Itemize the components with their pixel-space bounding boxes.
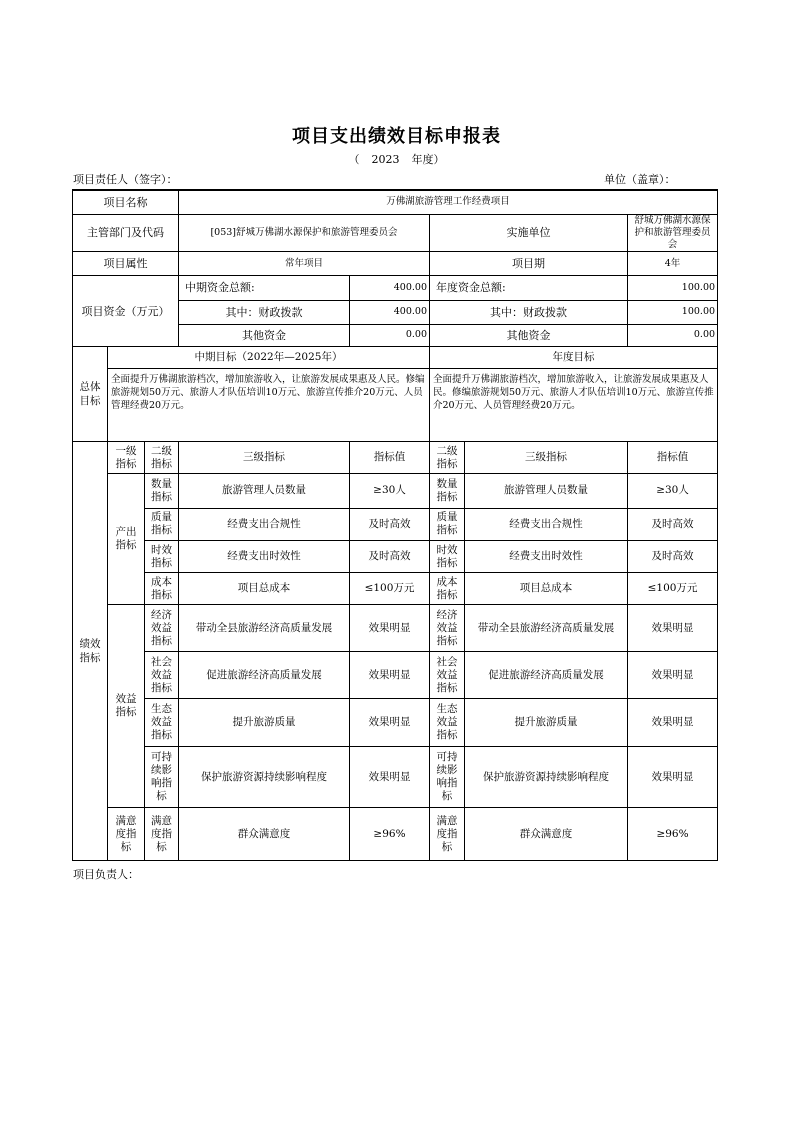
value-cell: 效果明显 (350, 651, 430, 698)
year-value: 2023 (371, 153, 400, 166)
goals-header-row (73, 347, 718, 369)
value-cell: 及时高效 (350, 508, 430, 540)
value-cell: ≥30人 (350, 474, 430, 508)
mid-total-label: 中期资金总额: (179, 276, 350, 300)
impl-unit-label: 实施单位 (430, 214, 628, 251)
value-cell-year: ≤100万元 (628, 573, 718, 605)
project-name-row (73, 190, 718, 214)
table-row (73, 808, 718, 861)
level3-cell: 促进旅游经济高质量发展 (179, 651, 350, 698)
level3-cell: 旅游管理人员数量 (179, 474, 350, 508)
value-cell-year: 效果明显 (628, 699, 718, 746)
value-cell: 效果明显 (350, 699, 430, 746)
year-fiscal-label: 其中：财政拨款 (430, 300, 628, 324)
level2-cell: 时效指标 (145, 540, 179, 572)
mid-other-value: 0.00 (350, 324, 430, 346)
level3-cell: 项目总成本 (179, 573, 350, 605)
year-goal-header: 年度目标 (430, 347, 718, 369)
header-level3-year: 三级指标 (465, 441, 628, 473)
level2-cell-year: 社会效益指标 (430, 651, 465, 698)
table-row (73, 699, 718, 746)
level2-cell-year: 满意度指标 (430, 808, 465, 861)
mid-other-label: 其他资金 (179, 324, 350, 346)
table-row (73, 474, 718, 508)
benefit-indicator-label: 效益指标 (108, 605, 145, 808)
value-cell: ≥96% (350, 808, 430, 861)
level3-cell-year: 带动全县旅游经济高质量发展 (465, 605, 628, 651)
responsible-person-label: 项目责任人（签字）： (73, 173, 178, 186)
year-goal-text: 全面提升万佛湖旅游档次，增加旅游收入，让旅游发展成果惠及人民。修编旅游规划50万元、旅游人才队伍培训10万元、旅游宣传推介20万元、人员管理经费20万元。 (430, 369, 718, 442)
level2-cell: 可持续影响指标 (145, 746, 179, 808)
attr-value: 常年项目 (179, 252, 430, 276)
output-indicator-label: 产出指标 (108, 474, 145, 605)
report-year (0, 151, 793, 167)
level2-cell-year: 生态效益指标 (430, 699, 465, 746)
level2-cell-year: 经济效益指标 (430, 605, 465, 651)
impl-unit-value: 舒城万佛湖水源保护和旅游管理委员会 (628, 214, 718, 251)
level3-cell-year: 促进旅游经济高质量发展 (465, 651, 628, 698)
overall-goal-label: 总体目标 (73, 347, 108, 442)
table-row (73, 540, 718, 572)
mid-fiscal-value: 400.00 (350, 300, 430, 324)
level3-cell: 经费支出合规性 (179, 508, 350, 540)
value-cell-year: 效果明显 (628, 651, 718, 698)
year-open: （ (348, 153, 360, 166)
table-row (73, 573, 718, 605)
performance-target-table (72, 189, 718, 861)
value-cell-year: 效果明显 (628, 746, 718, 808)
table-row (73, 746, 718, 808)
table-row (73, 508, 718, 540)
dept-label: 主管部门及代码 (73, 214, 179, 251)
level3-cell-year: 提升旅游质量 (465, 699, 628, 746)
level2-cell-year: 成本指标 (430, 573, 465, 605)
period-label: 项目期 (430, 252, 628, 276)
header-value-year: 指标值 (628, 441, 718, 473)
level2-cell: 生态效益指标 (145, 699, 179, 746)
level2-cell-year: 数量指标 (430, 474, 465, 508)
level2-cell: 社会效益指标 (145, 651, 179, 698)
level3-cell: 群众满意度 (179, 808, 350, 861)
page-title: 项目支出绩效目标申报表 (292, 126, 501, 147)
indicator-header-row (73, 441, 718, 473)
header-level2: 二级指标 (145, 441, 179, 473)
value-cell-year: 及时高效 (628, 508, 718, 540)
level2-cell: 成本指标 (145, 573, 179, 605)
level2-cell-year: 质量指标 (430, 508, 465, 540)
level2-cell-year: 时效指标 (430, 540, 465, 572)
level2-cell-year: 可持续影响指标 (430, 746, 465, 808)
level3-cell-year: 群众满意度 (465, 808, 628, 861)
level2-cell: 经济效益指标 (145, 605, 179, 651)
value-cell-year: 效果明显 (628, 605, 718, 651)
table-row (73, 651, 718, 698)
attr-label: 项目属性 (73, 252, 179, 276)
mid-goal-header: 中期目标（2022年—2025年） (108, 347, 430, 369)
year-other-value: 0.00 (628, 324, 718, 346)
year-fiscal-value: 100.00 (628, 300, 718, 324)
funds-label: 项目资金（万元） (73, 276, 179, 347)
year-total-value: 100.00 (628, 276, 718, 300)
value-cell: 效果明显 (350, 605, 430, 651)
project-name-value: 万佛湖旅游管理工作经费项目 (179, 190, 718, 214)
level3-cell: 带动全县旅游经济高质量发展 (179, 605, 350, 651)
goals-text-row (73, 369, 718, 442)
value-cell-year: ≥96% (628, 808, 718, 861)
dept-row (73, 214, 718, 251)
year-close: 年度） (411, 153, 445, 166)
header-value: 指标值 (350, 441, 430, 473)
level3-cell: 保护旅游资源持续影响程度 (179, 746, 350, 808)
mid-total-value: 400.00 (350, 276, 430, 300)
mid-fiscal-label: 其中：财政拨款 (179, 300, 350, 324)
value-cell-year: ≥30人 (628, 474, 718, 508)
level3-cell-year: 旅游管理人员数量 (465, 474, 628, 508)
mid-goal-text: 全面提升万佛湖旅游档次，增加旅游收入，让旅游发展成果惠及人民。修编旅游规划50万元、旅游人才队伍培训10万元、旅游宣传推介20万元、人员管理经费20万元。 (108, 369, 430, 442)
year-total-label: 年度资金总额: (430, 276, 628, 300)
level2-cell: 满意度指标 (145, 808, 179, 861)
project-name-label: 项目名称 (73, 190, 179, 214)
level3-cell: 提升旅游质量 (179, 699, 350, 746)
table-row (73, 605, 718, 651)
header-level3: 三级指标 (179, 441, 350, 473)
value-cell: 效果明显 (350, 746, 430, 808)
year-other-label: 其他资金 (430, 324, 628, 346)
value-cell-year: 及时高效 (628, 540, 718, 572)
header-level1: 一级指标 (108, 441, 145, 473)
funds-total-row (73, 276, 718, 300)
indicators-label: 绩效指标 (73, 441, 108, 860)
level2-cell: 质量指标 (145, 508, 179, 540)
level3-cell: 经费支出时效性 (179, 540, 350, 572)
level3-cell-year: 经费支出合规性 (465, 508, 628, 540)
level2-cell: 数量指标 (145, 474, 179, 508)
project-leader-label: 项目负责人： (73, 868, 139, 881)
unit-seal-label: 单位（盖章）： (604, 173, 676, 186)
header-level2-year: 二级指标 (430, 441, 465, 473)
level3-cell-year: 保护旅游资源持续影响程度 (465, 746, 628, 808)
period-value: 4年 (628, 252, 718, 276)
level3-cell-year: 项目总成本 (465, 573, 628, 605)
level3-cell-year: 经费支出时效性 (465, 540, 628, 572)
value-cell: 及时高效 (350, 540, 430, 572)
satisfaction-indicator-label: 满意度指标 (108, 808, 145, 861)
dept-value: [053]舒城万佛湖水源保护和旅游管理委员会 (179, 214, 430, 251)
value-cell: ≤100万元 (350, 573, 430, 605)
attr-row (73, 252, 718, 276)
